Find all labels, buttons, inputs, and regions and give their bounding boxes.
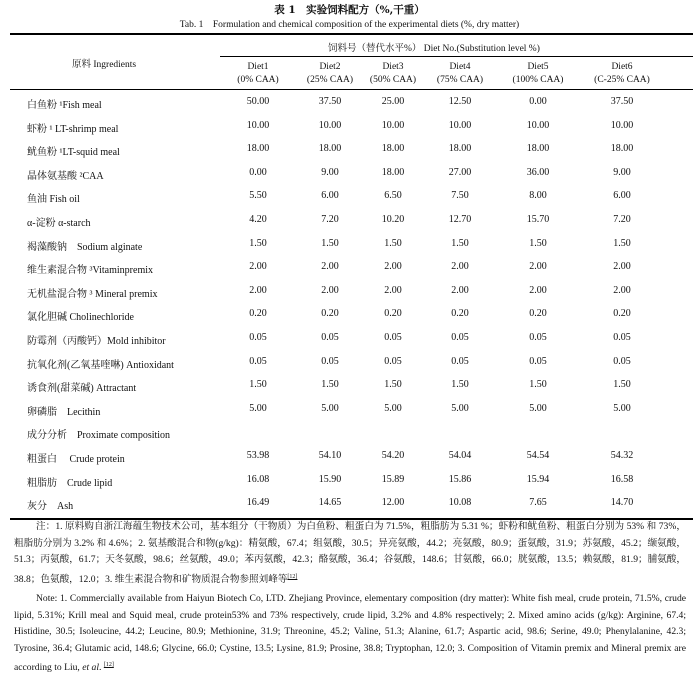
row-label: 白鱼粉 ¹Fish meal xyxy=(27,100,102,111)
table-cell: 0.05 xyxy=(529,332,547,343)
table-row xyxy=(0,143,699,167)
table-row xyxy=(0,96,699,120)
table-cell: 0.05 xyxy=(384,332,402,343)
table-cell: 12.70 xyxy=(448,214,472,225)
table-cell: 5.00 xyxy=(249,402,267,414)
table-row xyxy=(0,474,699,498)
table-row xyxy=(0,356,699,380)
table-cell: 0.20 xyxy=(451,308,469,320)
table-cell: 54.32 xyxy=(610,450,634,461)
table-cell: 54.04 xyxy=(448,450,472,461)
table-cell: 6.00 xyxy=(613,190,631,202)
table-cell: 10.00 xyxy=(246,119,270,131)
table-row xyxy=(0,308,699,332)
row-label: 防霉剂（丙酸钙）Mold inhibitor xyxy=(27,336,166,347)
row-label: 粗脂肪 Crude lipid xyxy=(27,477,113,489)
table-row xyxy=(0,190,699,214)
table-cell: 0.05 xyxy=(451,355,469,367)
table-cell: 2.00 xyxy=(451,284,469,296)
table-cell: 10.00 xyxy=(381,119,405,131)
table-cell: 10.20 xyxy=(381,214,405,225)
diet-level: (50% CAA) xyxy=(369,75,417,85)
table-cell: 5.00 xyxy=(451,402,469,414)
table-cell: 9.00 xyxy=(613,166,631,178)
table-cell: 1.50 xyxy=(613,237,631,249)
diet-header xyxy=(420,61,500,87)
table-cell: 7.20 xyxy=(321,214,339,225)
table-cell: 10.00 xyxy=(526,119,550,131)
diet-level: (C-25% CAA) xyxy=(594,75,650,85)
table-cell: 0.20 xyxy=(384,308,402,320)
table-cell: 18.00 xyxy=(610,143,634,155)
table-row xyxy=(0,332,699,356)
table-cell: 1.50 xyxy=(451,237,469,249)
row-label: 诱食剂(甜菜碱) Attractant xyxy=(27,383,137,395)
table-cell: 50.00 xyxy=(246,96,270,107)
table-cell: 2.00 xyxy=(451,261,469,273)
diet-header xyxy=(582,61,662,87)
table-cell: 0.05 xyxy=(321,355,339,367)
table-cell: 14.65 xyxy=(318,497,342,509)
diet-name: Diet5 xyxy=(527,62,549,72)
table-cell: 0.20 xyxy=(321,308,339,320)
table-row xyxy=(0,120,699,144)
diet-name: Diet1 xyxy=(247,62,269,72)
table-cell: 2.00 xyxy=(249,261,267,273)
row-label: α-淀粉 α-starch xyxy=(27,218,91,229)
table-cell: 36.00 xyxy=(526,166,550,178)
table-cell: 15.70 xyxy=(526,214,550,225)
table-cell: 2.00 xyxy=(384,261,402,273)
header-bottom-rule xyxy=(10,89,693,90)
table-cell: 2.00 xyxy=(384,284,402,296)
diet-level: (0% CAA) xyxy=(237,75,279,85)
table-cell: 6.50 xyxy=(384,190,402,202)
diet-level: (75% CAA) xyxy=(436,75,484,85)
table-cell: 0.00 xyxy=(529,96,547,107)
table-cell: 1.50 xyxy=(249,379,267,391)
table-cell: 12.00 xyxy=(381,497,405,509)
row-label: 灰分 Ash xyxy=(27,501,74,513)
row-label: 成分分析 Proximate composition xyxy=(27,430,171,442)
table-row xyxy=(0,426,699,450)
row-label: 虾粉 ¹ LT-shrimp meal xyxy=(27,123,119,135)
diet-group-rule xyxy=(220,56,693,57)
row-label: 晶体氨基酸 ²CAA xyxy=(27,170,104,182)
table-cell: 0.05 xyxy=(249,355,267,367)
table-cell: 53.98 xyxy=(246,450,270,461)
table-cell: 18.00 xyxy=(246,143,270,155)
table-cell: 12.50 xyxy=(448,96,472,107)
notes-chinese: 注：1. 原料购自浙江海蕴生物技术公司，基本组分（干物质）为白鱼粉、粗蛋白为 71.5%，粗脂肪为 5.31 %；虾粉和鱿鱼粉、粗蛋白分别为 53% 和 73%，粗脂肪分别为 3.2% 和 4.6%；2. 氨基酸混合和物(g/kg)：精氨酸，67.4；组氨酸，30.5；异亮氨酸，44.2；亮氨酸，80.9；蛋氨酸，31.9；苏氨酸，45.2；缬氨酸，51.3；丙氨酸，61.7；天冬氨酸，98.6；丝氨酸，49.0；苯丙氨酸，42.3；酪氨酸，36.4；谷氨酸，148.6；甘氨酸，66.0；胱氨酸，13.5；赖氨酸，81.9；脯氨酸，38.8；色氨酸，12.0；3. 维生素混合物和矿物质混合物参照刘峰等[12] xyxy=(14,521,686,585)
table-cell: 54.10 xyxy=(318,450,342,461)
table-cell: 0.20 xyxy=(249,308,267,320)
row-label: 卵磷脂 Lecithin xyxy=(27,406,101,418)
table-cell: 5.50 xyxy=(249,190,267,202)
table-cell: 2.00 xyxy=(249,284,267,296)
diet-level: (25% CAA) xyxy=(306,75,354,85)
table-cell: 10.00 xyxy=(610,119,634,131)
table-cell: 7.65 xyxy=(529,497,547,509)
table-row xyxy=(0,379,699,403)
table-cell: 18.00 xyxy=(381,166,405,178)
row-label: 抗氧化剂(乙氧基喹啉) Antioxidant xyxy=(27,359,174,371)
table-cell: 27.00 xyxy=(448,166,472,178)
table-cell: 0.20 xyxy=(613,308,631,320)
table-cell: 8.00 xyxy=(529,190,547,202)
table-top-rule xyxy=(10,33,693,35)
table-cell: 2.00 xyxy=(613,284,631,296)
table-cell: 10.08 xyxy=(448,497,472,509)
table-cell: 2.00 xyxy=(529,284,547,296)
row-label: 鱼油 Fish oil xyxy=(27,194,80,206)
table-cell: 1.50 xyxy=(249,237,267,249)
table-cell: 15.90 xyxy=(318,473,342,485)
row-label: 氯化胆碱 Cholinechloride xyxy=(27,312,134,324)
table-row xyxy=(0,214,699,238)
table-cell: 25.00 xyxy=(381,96,405,107)
table-row xyxy=(0,285,699,309)
table-cell: 0.20 xyxy=(529,308,547,320)
table-cell: 18.00 xyxy=(526,143,550,155)
table-cell: 9.00 xyxy=(321,166,339,178)
table-notes xyxy=(14,519,686,677)
table-cell: 0.05 xyxy=(529,355,547,367)
diet-level: (100% CAA) xyxy=(512,75,564,85)
table-row xyxy=(0,403,699,427)
row-label: 粗蛋白 Crude protein xyxy=(27,454,125,465)
notes-english: Note: 1. Commercially available from Haiyun Biotech Co, LTD. Zhejiang Province, elementary composition (dry matter): White fish meal, crude protein, 71.5%, crude lipid, 5.31%; Krill meal and Squid meal, crude protein53% and 73% respectively, crude lipid, 3.2% and 4.8% respectively; 2. Mixed amino acids (g/kg): Arginine, 67.4; Histidine, 30.5; Isoleucine, 44.2; Leucine, 80.9; Methionine, 31.9; Threonine, 45.2; Valine, 51.3; Alanine, 61.7; Aspartic acid, 98.6; Serine, 49.0; Phenylalanine, 42.3; Tyrosine, 36.4; Glutamic acid, 148.6; Glycine, 66.0; Cystine, 13.5; Lysine, 81.9; Prosine, 38.8; Tryptophan, 12.0; 3. Composition of Vitamin premix and Mineral premix are according to Liu, et al. [12] xyxy=(14,593,686,674)
diet-header xyxy=(218,61,298,87)
table-cell: 5.00 xyxy=(613,402,631,414)
table-title-en: Tab. 1 Formulation and chemical composition of the experimental diets (%, dry matter) xyxy=(179,20,520,30)
table-row xyxy=(0,238,699,262)
row-label: 鱿鱼粉 ¹LT-squid meal xyxy=(27,147,120,159)
table-cell: 16.49 xyxy=(246,497,270,509)
table-cell: 0.05 xyxy=(321,332,339,343)
table-cell: 15.94 xyxy=(526,473,550,485)
row-label: 褐藻酸钠 Sodium alginate xyxy=(27,241,143,253)
table-cell: 5.00 xyxy=(384,402,402,414)
row-label: 无机盐混合物 ³ Mineral premix xyxy=(27,288,158,300)
table-cell: 10.00 xyxy=(318,119,342,131)
table-cell: 0.05 xyxy=(451,332,469,343)
table-cell: 1.50 xyxy=(384,379,402,391)
table-cell: 18.00 xyxy=(448,143,472,155)
table-cell: 16.08 xyxy=(246,473,270,485)
table-cell: 10.00 xyxy=(448,119,472,131)
table-cell: 18.00 xyxy=(318,143,342,155)
table-cell: 0.05 xyxy=(384,355,402,367)
table-cell: 1.50 xyxy=(529,379,547,391)
table-cell: 1.50 xyxy=(451,379,469,391)
table-cell: 14.70 xyxy=(610,497,634,509)
table-cell: 16.58 xyxy=(610,473,634,485)
table-cell: 7.20 xyxy=(613,214,631,225)
table-cell: 1.50 xyxy=(384,237,402,249)
table-cell: 2.00 xyxy=(321,284,339,296)
table-cell: 0.05 xyxy=(613,332,631,343)
table-cell: 2.00 xyxy=(529,261,547,273)
table-row xyxy=(0,167,699,191)
ingredients-header: 原料 Ingredients xyxy=(72,60,137,70)
table-cell: 4.20 xyxy=(249,214,267,225)
table-cell: 5.00 xyxy=(321,402,339,414)
table-cell: 1.50 xyxy=(613,379,631,391)
table-cell: 37.50 xyxy=(610,96,634,107)
row-label: 维生素混合物 ³Vitaminpremix xyxy=(27,265,153,277)
table-cell: 5.00 xyxy=(529,402,547,414)
table-cell: 2.00 xyxy=(321,261,339,273)
diet-group-header: 饲料号（替代水平%） Diet No.(Substitution level %) xyxy=(328,44,540,54)
table-cell: 2.00 xyxy=(613,261,631,273)
diet-name: Diet4 xyxy=(449,62,471,72)
table-cell: 54.20 xyxy=(381,450,405,461)
table-row xyxy=(0,261,699,285)
table-cell: 1.50 xyxy=(321,379,339,391)
diet-name: Diet6 xyxy=(611,62,633,72)
table-cell: 0.05 xyxy=(249,332,267,343)
table-cell: 0.00 xyxy=(249,166,267,178)
table-cell: 18.00 xyxy=(381,143,405,155)
table-row xyxy=(0,450,699,474)
diet-name: Diet2 xyxy=(319,62,341,72)
table-cell: 15.89 xyxy=(381,473,405,485)
table-cell: 1.50 xyxy=(529,237,547,249)
diet-name: Diet3 xyxy=(382,62,404,72)
table-title-cn: 表 1 实验饲料配方（%,干重） xyxy=(274,4,425,16)
table-cell: 37.50 xyxy=(318,96,342,107)
table-cell: 54.54 xyxy=(526,450,550,461)
table-cell: 6.00 xyxy=(321,190,339,202)
table-cell: 0.05 xyxy=(613,355,631,367)
table-cell: 7.50 xyxy=(451,190,469,202)
diet-header xyxy=(498,61,578,87)
table-cell: 1.50 xyxy=(321,237,339,249)
table-cell: 15.86 xyxy=(448,473,472,485)
